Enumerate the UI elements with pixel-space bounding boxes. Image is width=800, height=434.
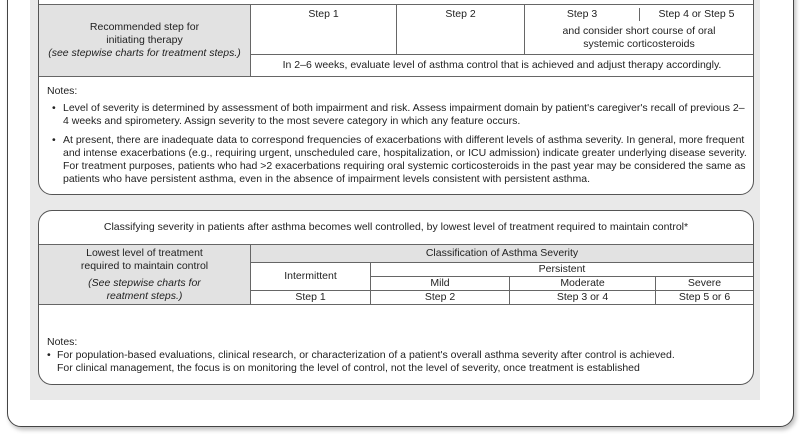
step-2-cell <box>397 5 525 55</box>
stepwise-table <box>38 4 754 77</box>
controlled-section-title: Classifying severity in patients after asthma becomes well controlled, by lowest level of treatment required to maintain control* <box>103 221 689 233</box>
lowest-header-line2: required to maintain control <box>80 259 209 272</box>
evaluate-text: In 2–6 weeks, evaluate level of asthma control that is achieved and adjust therapy accordingly. <box>282 59 722 71</box>
note-item: • At present, there are inadequate data to correspond frequencies of exacerbations with different levels of asthma severity. In general, more frequent and intense exacerbations (e.g., requiring urgent, unscheduled care, hospitalization, or ICU admission) indicate greater underlying disease severity. For treatment purposes, patients who had >2 exacerbations requiring oral systemic corticosteroids in the past year may be considered the same as patients who have persistent asthma, even in the absence of impairment levels consistent with persistent asthma. <box>47 134 747 186</box>
step-1-label: Step 1 <box>308 8 339 20</box>
row-header-line1: Recommended step for <box>89 21 200 33</box>
notes-list-1 <box>47 102 747 186</box>
controlled-step-5-6-cell <box>656 291 754 305</box>
corticosteroid-note-line2: systemic corticosteroids <box>583 38 695 50</box>
controlled-step-1: Step 1 <box>295 291 326 303</box>
severe-cell <box>656 277 754 291</box>
note2-line1: For population-based evaluations, clinical research, or characterization of a patient's overall asthma severity after control is achieved. <box>57 349 675 361</box>
controlled-severity-table <box>38 244 754 305</box>
controlled-step-1-cell <box>251 291 371 305</box>
controlled-step-3-4-cell <box>510 291 656 305</box>
recommended-step-header <box>39 5 251 77</box>
step-3-4-cell <box>525 5 754 55</box>
persistent-cell <box>371 263 754 277</box>
note-item: • Level of severity is determined by assessment of both impairment and risk. Assess impairment domain by patient's caregiver's recall of previous 2–4 weeks and spirometery. Assign severity to the most severe category in which any feature occurs. <box>47 102 747 128</box>
intermittent-cell <box>251 263 371 291</box>
controlled-step-3-4: Step 3 or 4 <box>556 291 609 303</box>
severity-controlled-box <box>38 210 754 385</box>
notes-section-2 <box>47 336 747 375</box>
mild-label: Mild <box>430 277 450 289</box>
controlled-step-2-cell <box>371 291 510 305</box>
notes-section-1 <box>47 85 747 192</box>
lowest-treatment-header <box>39 245 251 305</box>
step-1-cell <box>251 5 397 55</box>
step-2-label: Step 2 <box>445 8 476 20</box>
moderate-cell <box>510 277 656 291</box>
mild-cell <box>371 277 510 291</box>
notes-title-1: Notes: <box>47 85 78 97</box>
step-3-4-labels <box>525 5 753 21</box>
classification-header-cell <box>251 245 754 263</box>
severity-initial-box <box>38 0 754 195</box>
intermittent-label: Intermittent <box>284 270 337 282</box>
severe-label: Severe <box>687 277 722 289</box>
controlled-step-5-6: Step 5 or 6 <box>678 291 731 303</box>
row-header-line2: initiating therapy <box>106 34 183 46</box>
lowest-header-line4: reatment steps.) <box>106 289 183 302</box>
controlled-step-2: Step 2 <box>424 291 456 303</box>
row-header-line3: (see stepwise charts for treatment steps.) <box>48 47 241 59</box>
lowest-header-line3: (See stepwise charts for <box>88 276 201 289</box>
classification-header: Classification of Asthma Severity <box>425 247 579 259</box>
notes-title-2: Notes: <box>47 336 78 348</box>
step-3-label: Step 3 <box>566 8 598 20</box>
bullet: • <box>47 349 51 361</box>
note2-line2: For clinical management, the focus is on monitoring the level of control, not the level of severity, once treatment is established <box>57 362 640 374</box>
persistent-label: Persistent <box>538 263 586 275</box>
moderate-label: Moderate <box>560 277 605 289</box>
note2-item <box>47 349 747 375</box>
evaluate-cell <box>251 55 754 77</box>
step-4-5-label: Step 4 or Step 5 <box>658 8 735 20</box>
corticosteroid-note-line1: and consider short course of oral <box>562 25 716 37</box>
lowest-header-line1: Lowest level of treatment <box>86 246 203 259</box>
